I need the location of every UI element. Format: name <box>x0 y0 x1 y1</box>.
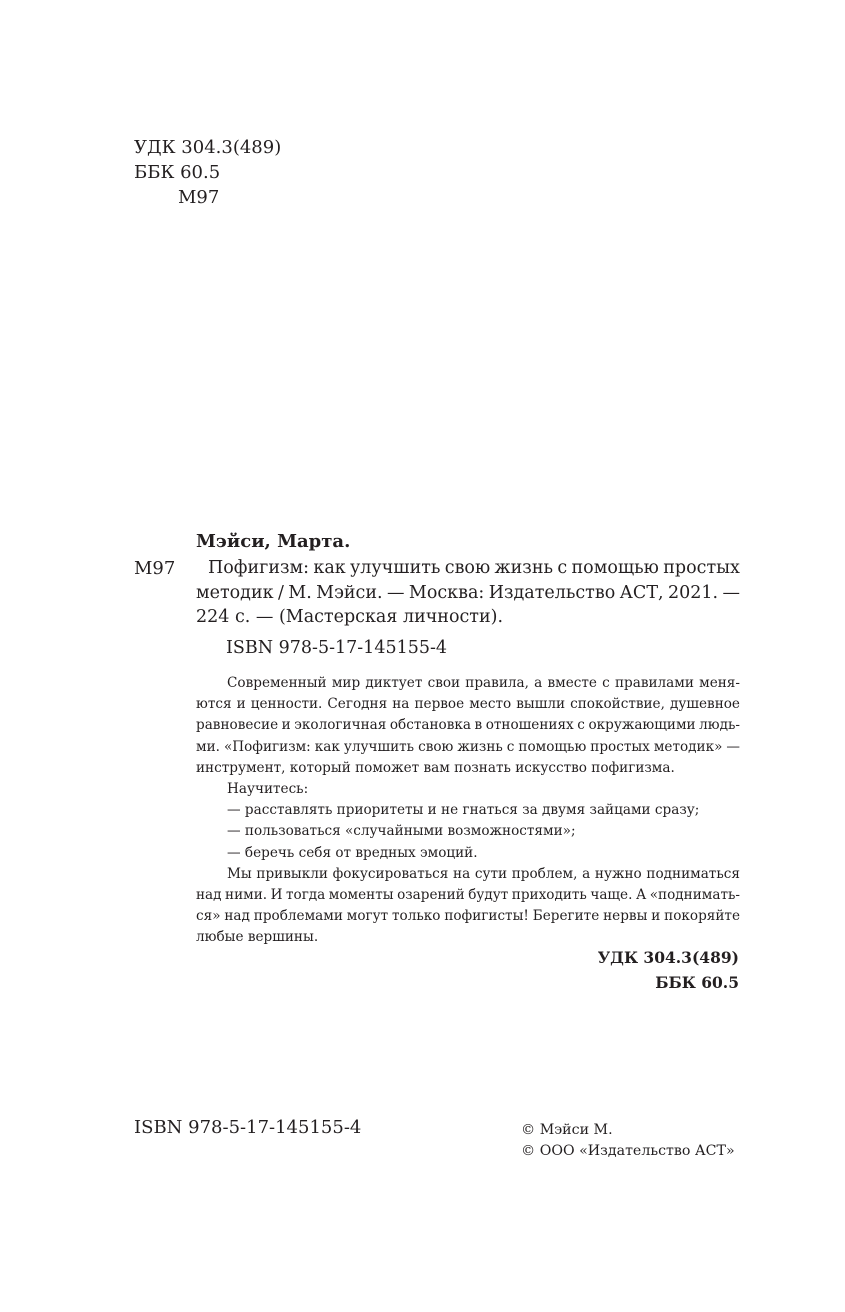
word: только <box>392 908 441 925</box>
word: над <box>224 908 250 925</box>
word: покоряйте <box>664 908 740 925</box>
bbk-code-bottom: ББК 60.5 <box>655 973 739 992</box>
word: — расставлять приоритеты и не гнаться за двумя зайцами сразу; <box>227 802 700 819</box>
word: могут <box>346 908 389 925</box>
author-name: Мэйси, Марта. <box>196 531 351 552</box>
word: приходить <box>511 887 587 904</box>
word: мир <box>331 675 361 691</box>
word: с <box>506 738 515 755</box>
word: Пофигизм: <box>208 558 310 578</box>
word: а <box>534 675 543 691</box>
word: фокусироваться <box>332 865 449 882</box>
word: / <box>277 582 284 603</box>
word: ценности. <box>250 696 323 713</box>
udk-code-bottom: УДК 304.3(489) <box>597 948 739 967</box>
annotation-line <box>196 800 740 821</box>
word: нужно <box>594 865 642 882</box>
word: людь- <box>699 717 740 734</box>
annotation-line <box>196 694 740 715</box>
word: Сегодня <box>327 696 388 713</box>
word: «поднимать- <box>649 887 740 904</box>
word: улучшить <box>343 738 415 755</box>
word: вместе <box>547 675 597 691</box>
word: и <box>651 908 661 925</box>
word: нервы <box>603 908 648 925</box>
word: правила, <box>465 675 529 691</box>
word: обстановка <box>389 717 471 734</box>
word: экологичная <box>294 717 387 734</box>
udk-code-top: УДК 304.3(489) <box>134 137 282 158</box>
word: чаще. <box>590 887 633 904</box>
word: «Пофигизм: <box>223 738 311 755</box>
annotation-line <box>196 715 740 736</box>
word: над <box>196 887 222 904</box>
word: проблемами <box>253 908 343 925</box>
word: правилами <box>614 675 694 691</box>
word: И <box>270 887 283 904</box>
word: тогда <box>285 887 326 904</box>
word: в <box>474 717 483 734</box>
word: равновесие <box>196 717 279 734</box>
word: как <box>313 558 346 578</box>
word: Мы <box>227 865 252 882</box>
word: Современный <box>227 675 327 691</box>
word: М. <box>288 582 312 603</box>
word: сути <box>474 865 508 882</box>
title-line-3 <box>196 605 740 630</box>
word: — пользоваться «случайными возможностями»; <box>227 823 576 840</box>
word: спокойствие, <box>570 696 665 713</box>
bbk-code-top: ББК 60.5 <box>134 162 221 183</box>
word: с <box>577 717 585 734</box>
title-line-1 <box>196 556 740 581</box>
word: А <box>635 887 647 904</box>
word: ними. <box>225 887 268 904</box>
copyright-publisher: © ООО «Издательство АСТ» <box>521 1143 735 1159</box>
word: будут <box>468 887 509 904</box>
word: меня- <box>699 675 740 691</box>
word: АСТ, <box>619 582 664 603</box>
word: диктует <box>365 675 423 691</box>
word: жизнь <box>457 738 503 755</box>
word: простых <box>663 558 740 578</box>
word: как <box>314 738 340 755</box>
word: улучшить <box>350 558 441 578</box>
word: Научитесь: <box>227 781 309 798</box>
annotation-line <box>196 673 740 694</box>
word: — <box>722 582 740 603</box>
word: помощью <box>571 558 659 578</box>
word: вышли <box>516 696 566 713</box>
word: Берегите <box>532 908 600 925</box>
word: инструмент, который поможет вам познать искусство пофигизма. <box>196 759 675 776</box>
word: а <box>582 865 591 882</box>
word: душевное <box>669 696 740 713</box>
word: жизнь <box>494 558 554 578</box>
annotation-line <box>196 885 740 906</box>
word: и <box>236 696 246 713</box>
word: моменты <box>328 887 394 904</box>
word: окружающими <box>588 717 696 734</box>
annotation-line <box>196 737 740 758</box>
copyright-author: © Мэйси М. <box>521 1122 613 1138</box>
classification-codes-bottom <box>598 945 739 995</box>
word: ми. <box>196 738 220 755</box>
title-line-2 <box>196 581 740 606</box>
word: Мэйси. <box>316 582 383 603</box>
word: привыкли <box>256 865 328 882</box>
word: и <box>281 717 291 734</box>
word: ся» <box>196 908 221 925</box>
annotation-line <box>196 758 740 779</box>
bibliographic-description <box>196 556 740 630</box>
word: проблем, <box>511 865 578 882</box>
annotation-line <box>196 843 740 864</box>
word: 2021. <box>667 582 719 603</box>
word: Издательство <box>488 582 616 603</box>
word: с <box>602 675 610 691</box>
word: методик» <box>653 738 723 755</box>
isbn-footer: ISBN 978-5-17-145155-4 <box>134 1117 362 1138</box>
word: на <box>392 696 410 713</box>
annotation <box>196 673 740 949</box>
annotation-line <box>196 864 740 885</box>
annotation-line <box>196 779 740 800</box>
word: простых <box>590 738 650 755</box>
word: подниматься <box>646 865 740 882</box>
word: — <box>387 582 405 603</box>
annotation-line <box>196 821 740 842</box>
cutter-code-top: М97 <box>178 187 220 208</box>
word: ются <box>196 696 232 713</box>
copyright-block <box>521 1120 735 1162</box>
word: — беречь себя от вредных эмоций. <box>227 844 478 861</box>
word: первое <box>414 696 465 713</box>
word: свою <box>444 558 491 578</box>
word: озарений <box>397 887 465 904</box>
word: методик <box>196 582 274 603</box>
word: — <box>726 738 740 755</box>
word: Москва: <box>408 582 485 603</box>
word: свою <box>418 738 454 755</box>
word: с <box>557 558 568 578</box>
word: свои <box>427 675 461 691</box>
word: место <box>469 696 512 713</box>
isbn-entry: ISBN 978-5-17-145155-4 <box>226 638 448 658</box>
word: отношениях <box>485 717 574 734</box>
word: 224 с. — (Мастерская личности). <box>196 607 504 627</box>
word: пофигисты! <box>444 908 529 925</box>
annotation-line <box>196 906 740 927</box>
word: помощью <box>518 738 587 755</box>
cutter-code-entry: М97 <box>134 558 176 579</box>
word: на <box>453 865 471 882</box>
word: любые вершины. <box>196 929 319 946</box>
